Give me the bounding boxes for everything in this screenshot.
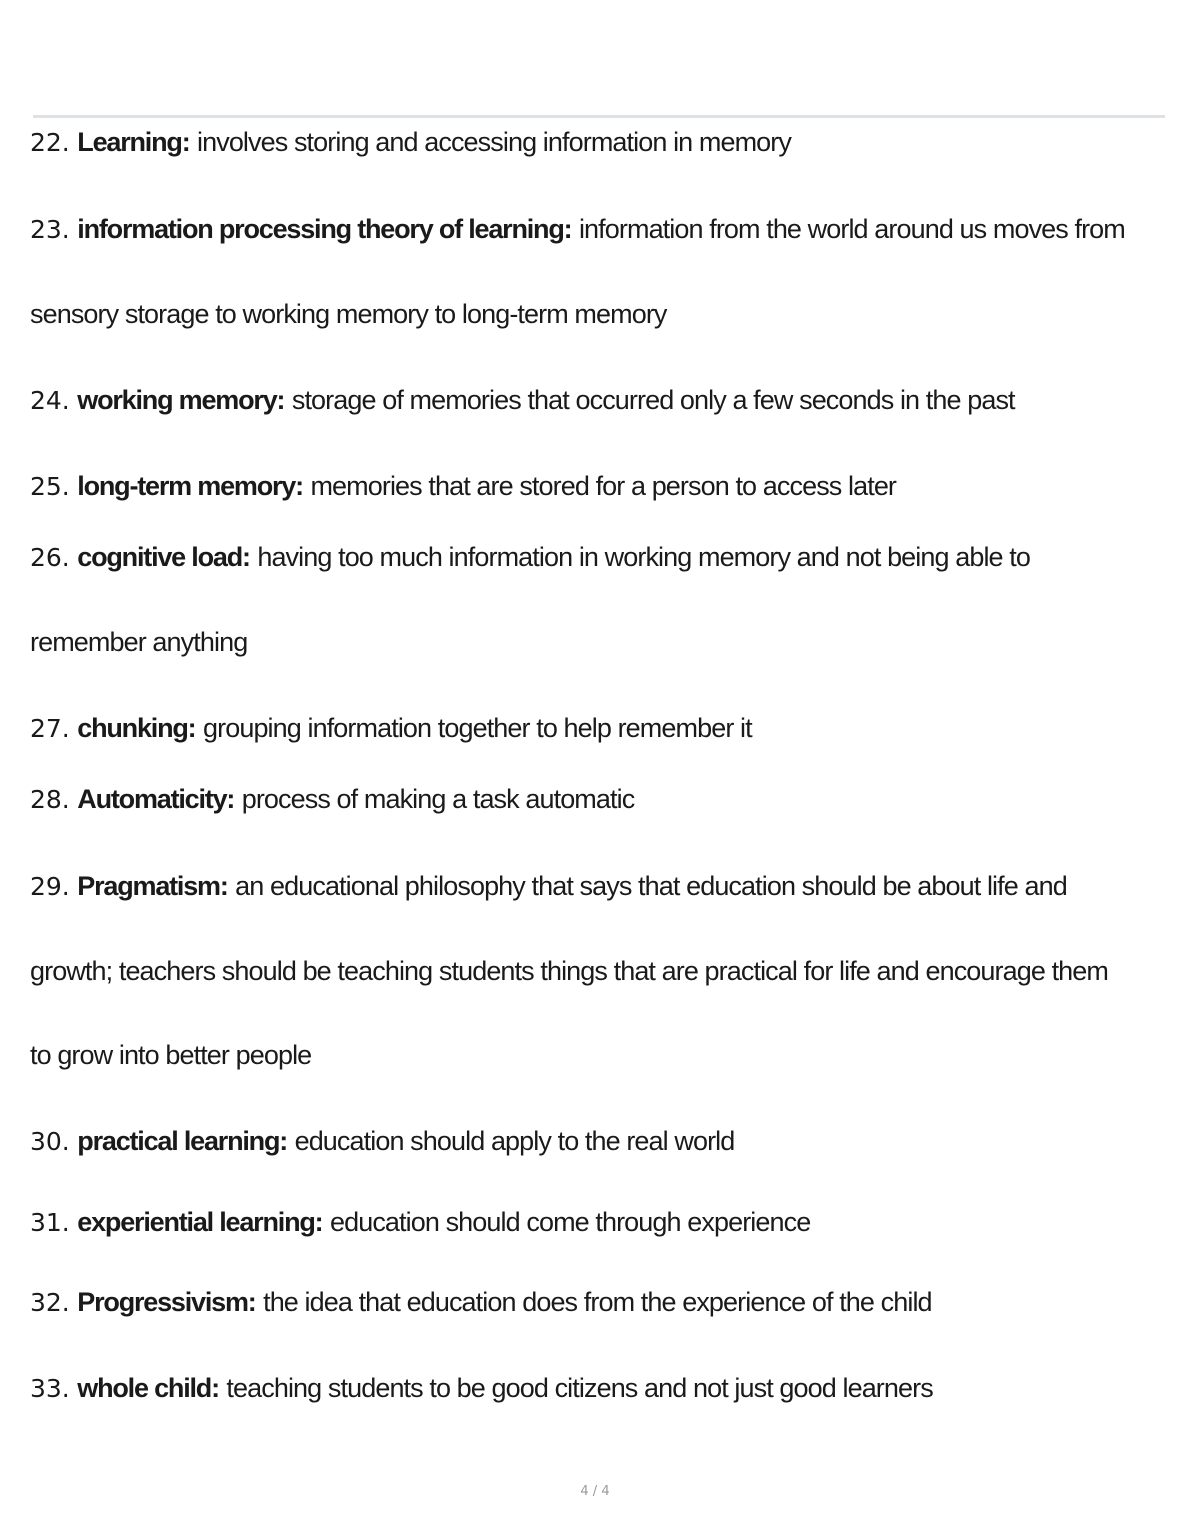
entry-number: 22. (30, 128, 70, 157)
entry-term: chunking: (77, 713, 196, 743)
entry-term: working memory: (77, 385, 285, 415)
entry-term: cognitive load: (77, 542, 250, 572)
entry-definition: an educational philosophy that says that education should be about life and (235, 871, 1067, 901)
entry-number: 24. (30, 386, 70, 415)
entry-definition: education should come through experience (329, 1207, 811, 1237)
header-rule (33, 115, 1165, 118)
glossary-entry-24 (30, 386, 1170, 415)
entry-term: Learning: (77, 127, 190, 157)
entry-definition: memories that are stored for a person to access later (310, 471, 897, 501)
entry-definition-continuation: to grow into better people (30, 1040, 312, 1070)
entry-number: 29. (30, 872, 70, 901)
glossary-entry-29 (30, 872, 1170, 901)
glossary-entry-23 (30, 215, 1170, 244)
entry-number: 26. (30, 543, 70, 572)
glossary-entry-31 (30, 1208, 1170, 1237)
entry-term: practical learning: (77, 1126, 288, 1156)
entry-term: information processing theory of learning: (77, 214, 572, 244)
entry-definition-continuation: remember anything (30, 627, 248, 657)
entry-number: 27. (30, 714, 70, 743)
entry-definition: involves storing and accessing information in memory (197, 127, 791, 157)
page-number: 4 / 4 (580, 1484, 610, 1499)
entry-term: Pragmatism: (77, 871, 228, 901)
glossary-entry-27 (30, 714, 1170, 743)
entry-number: 33. (30, 1374, 70, 1403)
entry-number: 31. (30, 1208, 70, 1237)
entry-definition: teaching students to be good citizens and not just good learners (226, 1373, 933, 1403)
entry-definition: education should apply to the real world (294, 1126, 735, 1156)
entry-definition-continuation: sensory storage to working memory to long-term memory (30, 299, 667, 329)
entry-term: Automaticity: (77, 784, 235, 814)
glossary-entry-25 (30, 472, 1170, 501)
entry-term: experiential learning: (77, 1207, 323, 1237)
entry-number: 23. (30, 215, 70, 244)
glossary-entry-33 (30, 1374, 1170, 1403)
entry-definition-continuation: growth; teachers should be teaching students things that are practical for life and encourage them (30, 956, 1109, 986)
entry-term: long-term memory: (77, 471, 303, 501)
entry-definition: storage of memories that occurred only a few seconds in the past (291, 385, 1015, 415)
glossary-entry-26 (30, 543, 1170, 572)
glossary-entry-32 (30, 1288, 1170, 1317)
entry-number: 32. (30, 1288, 70, 1317)
entry-number: 30. (30, 1127, 70, 1156)
entry-term: Progressivism: (77, 1287, 256, 1317)
glossary-entry-30 (30, 1127, 1170, 1156)
entry-number: 28. (30, 785, 70, 814)
glossary-entry-22 (30, 128, 1170, 157)
entry-term: whole child: (77, 1373, 219, 1403)
entry-number: 25. (30, 472, 70, 501)
entry-definition: process of making a task automatic (241, 784, 635, 814)
glossary-entry-28 (30, 785, 1170, 814)
entry-definition: the idea that education does from the experience of the child (263, 1287, 932, 1317)
entry-definition: having too much information in working memory and not being able to (257, 542, 1030, 572)
entry-definition: information from the world around us moves from (578, 214, 1125, 244)
entry-definition: grouping information together to help remember it (203, 713, 752, 743)
